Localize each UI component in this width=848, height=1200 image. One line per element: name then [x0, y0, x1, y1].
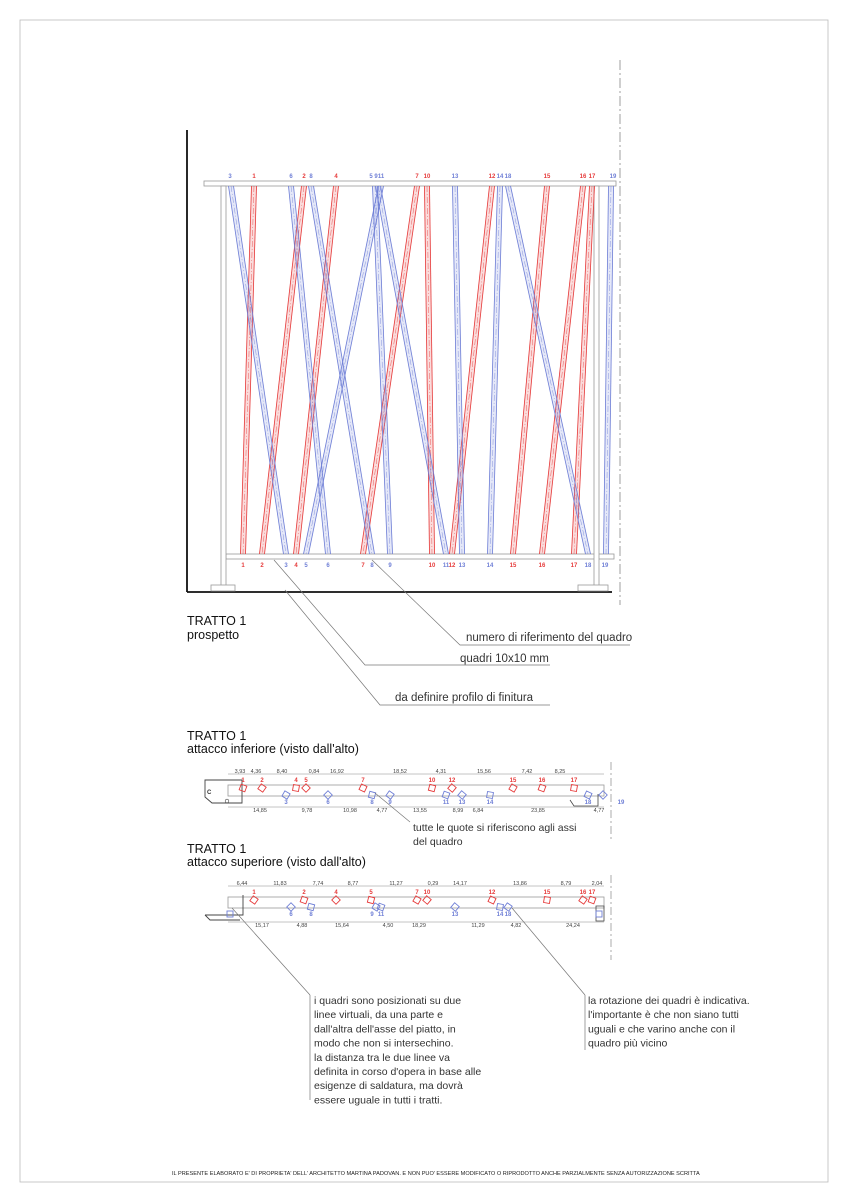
bar-number-top-19: 19 [609, 174, 617, 180]
plan-top-label-11: 11 [377, 912, 385, 918]
bar-number-top-18: 18 [504, 174, 512, 180]
plan-bottom-square-blue-6 [458, 791, 466, 799]
plan-bottom-square-blue-2 [324, 791, 332, 799]
plan-bottom-plate [228, 785, 604, 796]
plan-bottom-dim-bottom-4: 4,77 [376, 808, 388, 814]
plan-top-subtitle: attacco superiore (visto dall'alto) [187, 855, 366, 869]
plan-top-title: TRATTO 1 [187, 842, 247, 856]
plan-bottom-label-10: 10 [428, 778, 436, 784]
bar-number-bottom-8: 8 [370, 563, 374, 569]
plan-top-dim-top-2: 11,83 [273, 881, 287, 887]
plan-top-label-4: 4 [334, 890, 338, 896]
left-post [221, 186, 226, 586]
plan-top-dim-bottom-8: 24,24 [566, 923, 580, 929]
plan-top-square-blue-4 [377, 903, 385, 911]
right-post [594, 186, 599, 586]
plan-top-square-blue-19 [596, 911, 602, 917]
plan-bottom-drawing [187, 729, 625, 848]
bar-13 [453, 186, 465, 554]
bar-14 [488, 186, 503, 554]
bar-number-top-10: 10 [423, 174, 431, 180]
plan-bottom-dim-top-8: 15,56 [477, 769, 491, 775]
bar-number-top-6: 6 [289, 174, 293, 180]
plan-bottom-title: TRATTO 1 [187, 729, 247, 743]
plan-top-label-8: 8 [309, 912, 313, 918]
plan-bottom-dim-bottom-3: 10,98 [343, 808, 357, 814]
bar-number-bottom-4: 4 [294, 563, 298, 569]
bar-number-bottom-11: 11 [442, 563, 450, 569]
plan-top-dim-bottom-2: 4,88 [296, 923, 308, 929]
plan-bottom-label-5: 5 [304, 778, 308, 784]
plan-bottom-dim-top-9: 7,42 [521, 769, 533, 775]
bar-number-top-1: 1 [252, 174, 256, 180]
plan-bottom-dim-bottom-9: 4,77 [593, 808, 605, 814]
plan-bottom-labels [241, 778, 625, 806]
bar-number-top-11: 11 [377, 174, 385, 180]
note-squares: quadri 10x10 mm [460, 653, 549, 665]
plan-bottom-dim-bottom-2: 9,78 [301, 808, 313, 814]
plan-bottom-dim-top-5: 16,92 [330, 769, 344, 775]
plan-top-left-end [205, 895, 243, 920]
plan-top-label-18: 18 [504, 912, 512, 918]
plan-bottom-label-9: 9 [388, 800, 392, 806]
bar-number-bottom-19: 19 [601, 563, 609, 569]
plan-top-square-blue-7 [504, 903, 512, 911]
bar-number-bottom-10: 10 [428, 563, 436, 569]
bar-number-top-4: 4 [334, 174, 338, 180]
note-rotation [588, 995, 750, 1050]
plan-bottom-label-7: 7 [361, 778, 365, 784]
bar-number-top-15: 15 [543, 174, 551, 180]
plan-top-dim-top-10: 2,04 [591, 881, 603, 887]
note-positioning-line-7: esigenze di saldatura, ma dovrà [314, 1080, 463, 1093]
plan-bottom-square-red-6 [428, 784, 435, 791]
plan-top-dim-bottom-7: 4,82 [510, 923, 522, 929]
plan-top-label-17: 17 [588, 890, 596, 896]
top-label-row [228, 174, 617, 180]
bar-number-bottom-15: 15 [509, 563, 517, 569]
plan-top-dim-top-3: 7,74 [312, 881, 324, 887]
plan-top-label-7: 7 [415, 890, 419, 896]
note-positioning-line-6: definita in corso d'opera in base alle [314, 1066, 482, 1078]
plan-top-dim-bottom-3: 15,64 [335, 923, 349, 929]
plan-bottom-label-12: 12 [448, 778, 456, 784]
bar-6 [289, 186, 331, 554]
leader-line-positioning-note [232, 908, 310, 995]
plan-bottom-subtitle: attacco inferiore (visto dall'alto) [187, 742, 359, 756]
plan-bottom-dim-bottom-7: 6,84 [472, 808, 484, 814]
plan-top-dim-top-9: 8,79 [560, 881, 572, 887]
plan-top-label-1: 1 [252, 890, 256, 896]
bar-3 [229, 186, 289, 554]
plan-top-square-blue-5 [451, 903, 459, 911]
bar-number-bottom-3: 3 [284, 563, 288, 569]
bar-number-bottom-16: 16 [538, 563, 546, 569]
plan-bottom-dim-top-4: 0,84 [308, 769, 320, 775]
bar-number-bottom-13: 13 [458, 563, 466, 569]
bar-1 [241, 186, 257, 554]
note-profile: da definire profilo di finitura [395, 692, 534, 704]
plan-bottom-square-red-10 [571, 785, 578, 792]
plan-top-square-blue-2 [307, 903, 314, 910]
leader-line-rotation-note [512, 908, 585, 995]
plan-bottom-label-17: 17 [570, 778, 578, 784]
plan-bottom-label-11: 11 [442, 800, 450, 806]
plan-top-dim-top-8: 13,86 [513, 881, 527, 887]
plan-top-square-red-4 [367, 896, 374, 903]
bar-number-bottom-5: 5 [304, 563, 308, 569]
plan-bottom-dim-bottom-6: 8,99 [452, 808, 464, 814]
plan-top-label-13: 13 [451, 912, 459, 918]
bar-number-bottom-9: 9 [388, 563, 392, 569]
bar-number-top-14: 14 [496, 174, 504, 180]
plan-bottom-dim-top-3: 8,40 [276, 769, 288, 775]
bar-number-top-8: 8 [309, 174, 313, 180]
bar-number-bottom-2: 2 [260, 563, 264, 569]
leader-line-squares [274, 560, 550, 665]
bar-number-top-17: 17 [588, 174, 596, 180]
right-base-plate [578, 585, 608, 591]
plan-bottom-label-19: 19 [617, 800, 625, 806]
bar-number-top-9: 9 [374, 174, 378, 180]
bar-number-top-16: 16 [579, 174, 587, 180]
note-positioning-line-5: la distanza tra le due linee va [314, 1051, 451, 1064]
sheet-border [20, 20, 828, 1182]
plan-top-dim-bottom-4: 4,50 [382, 923, 394, 929]
bottom-rail [226, 554, 614, 559]
plan-bottom-label-13: 13 [458, 800, 466, 806]
bar-19 [604, 186, 614, 554]
bar-number-bottom-18: 18 [584, 563, 592, 569]
plan-top-dim-top-5: 11,27 [389, 881, 403, 887]
note-dimensions-2: del quadro [413, 836, 463, 848]
leader-line-profile [285, 590, 550, 705]
plan-bottom-label-15: 15 [509, 778, 517, 784]
plan-bottom-dim-top-7: 4,31 [435, 769, 447, 775]
note-rotation-line-2: l'importante è che non siano tutti [588, 1009, 739, 1022]
plan-top-squares [227, 896, 602, 917]
bar-number-bottom-14: 14 [486, 563, 494, 569]
plan-bottom-square-blue-5 [442, 791, 450, 799]
plan-top-label-16: 16 [579, 890, 587, 896]
note-positioning-line-2: linee virtuali, da una parte e [314, 1009, 443, 1022]
plan-bottom-square-blue-7 [487, 792, 494, 799]
plan-bottom-dim-bottom-1: 14,85 [253, 808, 267, 814]
plan-bottom-square-blue-9 [599, 791, 607, 799]
plan-bottom-label-16: 16 [538, 778, 546, 784]
plan-bottom-dim-top-1: 3,93 [234, 769, 246, 775]
plan-bottom-label-8: 8 [370, 800, 374, 806]
plan-top-labels [252, 890, 596, 918]
plan-bottom-dim-top-2: 4,36 [250, 769, 262, 775]
plan-top-label-9: 9 [370, 912, 374, 918]
plan-bottom-square-blue-1 [282, 791, 290, 799]
note-reference-number: numero di riferimento del quadro [466, 632, 633, 644]
plan-top-square-blue-6 [497, 904, 504, 911]
plan-bottom-mark-c: C [207, 790, 212, 796]
plan-top-dim-top-6: 0,29 [427, 881, 439, 887]
plan-bottom-dim-top-6: 18,52 [393, 769, 407, 775]
plan-bottom-label-3: 3 [284, 800, 288, 806]
bar-number-top-5: 5 [369, 174, 373, 180]
plan-bottom-dim-bottom-8: 23,85 [531, 808, 545, 814]
plan-top-dim-bottom-1: 15,17 [255, 923, 269, 929]
plan-bottom-squares [239, 784, 607, 799]
bar-number-top-7: 7 [415, 174, 419, 180]
plan-bottom-dim-bottom-5: 13,55 [413, 808, 427, 814]
plan-top-square-red-8 [544, 897, 551, 904]
plan-top-square-blue-1 [287, 903, 295, 911]
note-rotation-line-1: la rotazione dei quadri è indicativa. [588, 995, 750, 1007]
note-positioning-line-8: essere uguale in tutti i tratti. [314, 1094, 443, 1107]
bar-number-top-2: 2 [302, 174, 306, 180]
footer-disclaimer: IL PRESENTE ELABORATO E' DI PROPRIETA' DELL' ARCHITETTO MARTINA PADOVAN. E NON PUO' ESSERE MODIFICATO O RIPRODOTTO ANCHE PARZIALMENTE SENZA AUTORIZZAZIONE SCRITTA [172, 1171, 700, 1177]
plan-top-dim-top-7: 14,17 [453, 881, 467, 887]
plan-bottom-label-18: 18 [584, 800, 592, 806]
bar-number-bottom-7: 7 [361, 563, 365, 569]
elevation-subtitle: prospetto [187, 628, 240, 642]
note-positioning [314, 995, 481, 1106]
bar-number-top-12: 12 [488, 174, 496, 180]
top-rail [204, 181, 616, 186]
plan-bottom-label-1: 1 [241, 778, 245, 784]
plan-bottom-left-hole [225, 799, 229, 803]
plan-top-label-10: 10 [423, 890, 431, 896]
plan-bottom-square-blue-3 [368, 791, 375, 798]
bar-number-bottom-12: 12 [448, 563, 456, 569]
note-positioning-line-1: i quadri sono posizionati su due [314, 995, 462, 1007]
plan-bottom-label-2: 2 [260, 778, 264, 784]
plan-bottom-label-4: 4 [294, 778, 298, 784]
plan-top-label-6: 6 [289, 912, 293, 918]
bar-number-top-3: 3 [228, 174, 232, 180]
bar-number-bottom-6: 6 [326, 563, 330, 569]
plan-top-drawing [187, 842, 750, 1106]
plan-bottom-label-6: 6 [326, 800, 330, 806]
plan-top-square-blue-3 [227, 911, 233, 917]
plan-bottom-dim-top-10: 8,25 [554, 769, 566, 775]
note-dimensions-1: tutte le quote si riferiscono agli assi [413, 822, 577, 834]
plan-top-label-14: 14 [496, 912, 504, 918]
plan-bottom-square-red-3 [293, 785, 300, 792]
plan-bottom-square-blue-4 [386, 791, 394, 799]
bar-number-top-13: 13 [451, 174, 459, 180]
bar-number-bottom-1: 1 [241, 563, 245, 569]
plan-top-dim-top-1: 6,44 [236, 881, 248, 887]
elevation-drawing [187, 60, 632, 705]
left-base-plate [211, 585, 235, 591]
note-rotation-line-4: quadro più vicino [588, 1037, 668, 1050]
note-positioning-line-3: dall'altra dell'asse del piatto, in [314, 1023, 456, 1036]
note-rotation-line-3: uguali e che varino anche con il [588, 1023, 736, 1036]
bar-group [229, 186, 614, 554]
plan-top-label-12: 12 [488, 890, 496, 896]
elevation-title: TRATTO 1 [187, 614, 247, 628]
plan-top-dim-bottom-5: 18,29 [412, 923, 426, 929]
bar-number-bottom-17: 17 [570, 563, 578, 569]
plan-top-dim-bottom-6: 11,29 [471, 923, 485, 929]
bar-15 [511, 186, 550, 554]
plan-bottom-square-blue-8 [584, 791, 592, 799]
plan-top-label-2: 2 [302, 890, 306, 896]
bottom-label-row [241, 563, 609, 569]
note-positioning-line-4: modo che non si intersechino. [314, 1037, 454, 1050]
plan-top-dim-top-4: 8,77 [347, 881, 359, 887]
plan-top-label-15: 15 [543, 890, 551, 896]
plan-top-label-5: 5 [369, 890, 373, 896]
plan-bottom-label-14: 14 [486, 800, 494, 806]
